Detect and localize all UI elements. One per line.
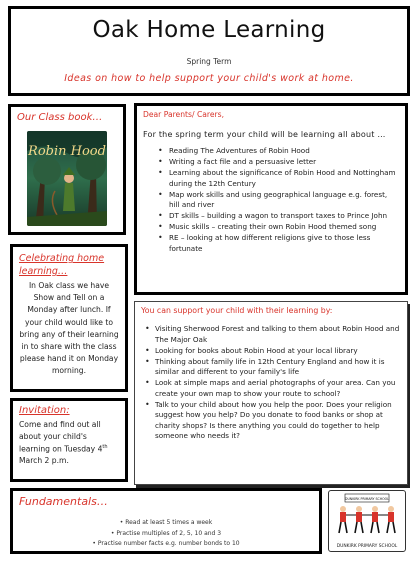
support-panel: [134, 301, 408, 485]
fundamentals-list: [19, 518, 313, 550]
list-item: • Writing a fact file and a persuasive letter: [169, 157, 399, 168]
school-name: DUNKIRK PRIMARY SCHOOL: [336, 544, 398, 549]
term-label: Spring Term: [186, 57, 232, 66]
celebrating-heading: Celebrating home learning…: [19, 253, 105, 277]
page-title: Oak Home Learning: [92, 17, 326, 43]
list-item: • Music skills – creating their own Robin Hood themed song: [169, 222, 399, 233]
header-panel: [8, 6, 410, 96]
list-item: • Map work skills and using geographical language e.g. forest, hill and river: [169, 190, 399, 211]
list-item: • Thinking about family life in 12th Century England and how it is similar and different to your family's life: [155, 357, 401, 378]
list-item: • Reading The Adventures of Robin Hood: [169, 146, 399, 157]
tagline: Ideas on how to help support your child's work at home.: [64, 73, 354, 84]
parents-panel: [134, 103, 408, 295]
invitation-panel: [10, 398, 128, 482]
list-item: • Practise multiples of 2, 5, 10 and 3: [19, 529, 313, 540]
list-item: • DT skills – building a wagon to transport taxes to Prince John: [169, 211, 399, 222]
class-book-heading: Our Class book…: [17, 112, 103, 123]
list-item: • Looking for books about Robin Hood at your local library: [155, 346, 401, 357]
list-item: • Talk to your child about how you help the poor. Does your religion suggest how you help? Do you donate to food banks or shop at charity shops? Is there anything you could do together to help someone who needs it?: [155, 400, 401, 442]
celebrating-panel: [10, 244, 128, 392]
learning-list: [169, 146, 399, 254]
list-item: • Read at least 5 times a week: [19, 518, 313, 529]
list-item: • Learning about the significance of Robin Hood and Nottingham during the 12th Century: [169, 168, 399, 189]
book-cover-image: [27, 131, 107, 226]
list-item: • Look at simple maps and aerial photographs of your area. Can you create your own map to show your route to school?: [155, 378, 401, 399]
list-item: • Visiting Sherwood Forest and talking to them about Robin Hood and The Major Oak: [155, 324, 401, 345]
svg-text:DUNKIRK PRIMARY SCHOOL: DUNKIRK PRIMARY SCHOOL: [345, 497, 389, 501]
school-logo: [328, 490, 406, 552]
list-item: • RE – looking at how different religions give to those less fortunate: [169, 233, 399, 254]
book-cover-title: Robin Hood: [28, 144, 106, 159]
school-logo-emblem: [329, 491, 404, 541]
invitation-body: Come and find out all about your child's learning on Tuesday 4th March 2 p.m.: [19, 420, 108, 466]
parents-intro: For the spring term your child will be learning all about …: [143, 130, 386, 139]
support-heading: You can support your child with their learning by:: [141, 306, 333, 315]
parents-heading: Dear Parents/ Carers,: [143, 110, 225, 119]
celebrating-body: In Oak class we have Show and Tell on a Monday after lunch. If your child would like to bring any of their learning in to share with the class please hand it on Monday morning.: [19, 281, 119, 376]
support-list: [155, 324, 401, 442]
fundamentals-heading: Fundamentals…: [19, 495, 108, 508]
invitation-heading: Invitation:: [19, 405, 70, 416]
list-item: • Practise number facts e.g. number bonds to 10: [19, 539, 313, 550]
class-book-panel: [8, 104, 126, 235]
fundamentals-panel: [10, 488, 322, 554]
